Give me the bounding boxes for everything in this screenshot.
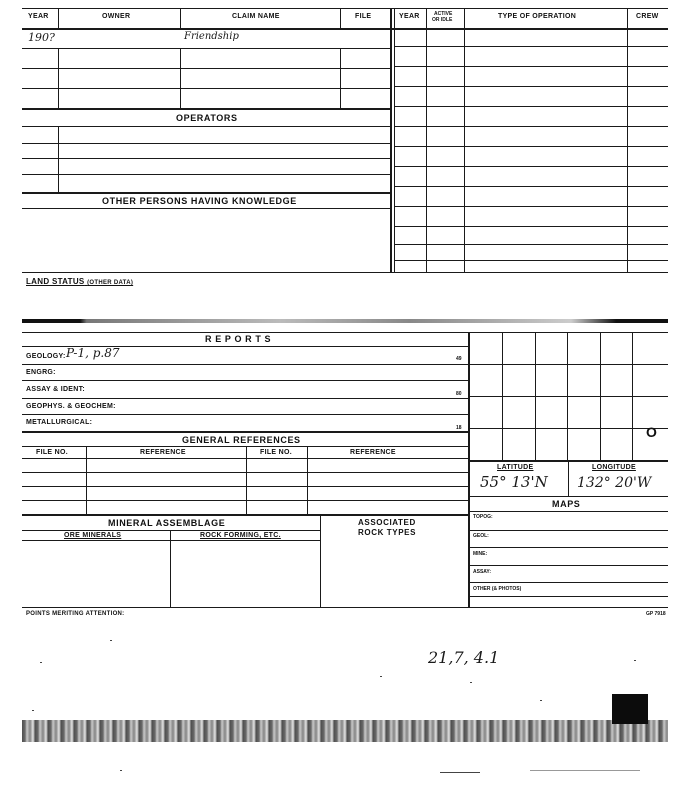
assay-num: 80: [456, 391, 462, 397]
land-status-text: LAND STATUS: [26, 277, 85, 286]
form-number: GP 7918: [646, 611, 666, 617]
geology-label: GEOLOGY:: [26, 353, 66, 360]
geology-num: 49: [456, 356, 462, 362]
maps-geol: GEOL:: [473, 533, 489, 539]
latitude-value: 55° 13'N: [480, 473, 548, 491]
general-references-title: GENERAL REFERENCES: [182, 435, 301, 445]
reports-title: R E P O R T S: [205, 334, 272, 344]
engrg-label: ENGRG:: [26, 369, 56, 376]
speck: [110, 640, 112, 641]
mineral-assemblage-title: MINERAL ASSEMBLAGE: [108, 518, 226, 528]
maps-title: MAPS: [552, 499, 581, 509]
ore-minerals-header: ORE MINERALS: [64, 532, 122, 539]
longitude-value: 132° 20'W: [577, 475, 652, 491]
maps-mine: MINE:: [473, 551, 488, 557]
ref-reference-2: REFERENCE: [350, 449, 396, 456]
type-of-operation-header: TYPE OF OPERATION: [498, 13, 577, 20]
speck: [634, 660, 636, 661]
speck: [120, 770, 122, 771]
maps-assay: ASSAY:: [473, 569, 492, 575]
speck: [540, 700, 542, 701]
scan-noise-band: [22, 720, 668, 742]
claim-name-header: CLAIM NAME: [232, 13, 280, 20]
maps-topog: TOPOG:: [473, 514, 493, 520]
claim-year-value: 190?: [28, 31, 55, 44]
ref-file-no-2: FILE NO.: [260, 449, 292, 456]
rock-forming-header: ROCK FORMING, ETC.: [200, 532, 281, 539]
handwritten-note: 21,7, 4.1: [428, 648, 500, 667]
file-header: FILE: [355, 13, 372, 20]
other-persons-title: OTHER PERSONS HAVING KNOWLEDGE: [102, 196, 297, 206]
geology-value: P-1, p.87: [66, 346, 120, 360]
speck: [380, 676, 382, 677]
speck: [530, 770, 640, 771]
crew-header: CREW: [636, 13, 659, 20]
ref-file-no-1: FILE NO.: [36, 449, 68, 456]
maps-other: OTHER (& PHOTOS): [473, 586, 522, 592]
grid-mark: O: [646, 424, 658, 440]
metallurgical-num: 18: [456, 425, 462, 431]
speck: [40, 662, 42, 663]
work-year-header: YEAR: [399, 13, 420, 20]
latitude-label: LATITUDE: [497, 464, 534, 471]
assay-label: ASSAY & IDENT:: [26, 386, 86, 393]
active-header-1: ACTIVE: [434, 11, 453, 17]
claim-name-value: Friendship: [184, 31, 239, 42]
scan-smudge: [22, 319, 668, 323]
speck: [470, 682, 472, 683]
operators-title: OPERATORS: [176, 113, 238, 123]
scan-noise-block: [612, 694, 648, 724]
ref-reference-1: REFERENCE: [140, 449, 186, 456]
geophys-label: GEOPHYS. & GEOCHEM:: [26, 403, 116, 410]
metallurgical-label: METALLURGICAL:: [26, 419, 93, 426]
year-header: YEAR: [28, 13, 49, 20]
speck: [440, 772, 480, 773]
speck: [32, 710, 34, 711]
points-meriting-attention: POINTS MERITING ATTENTION:: [26, 611, 125, 617]
longitude-label: LONGITUDE: [592, 464, 636, 471]
land-status-label: [26, 277, 133, 286]
active-header-2: OR IDLE: [432, 17, 453, 23]
land-status-sub: (OTHER DATA): [87, 280, 134, 286]
rock-types-header: ROCK TYPES: [358, 528, 417, 537]
owner-header: OWNER: [102, 13, 131, 20]
associated-header: ASSOCIATED: [358, 518, 416, 527]
